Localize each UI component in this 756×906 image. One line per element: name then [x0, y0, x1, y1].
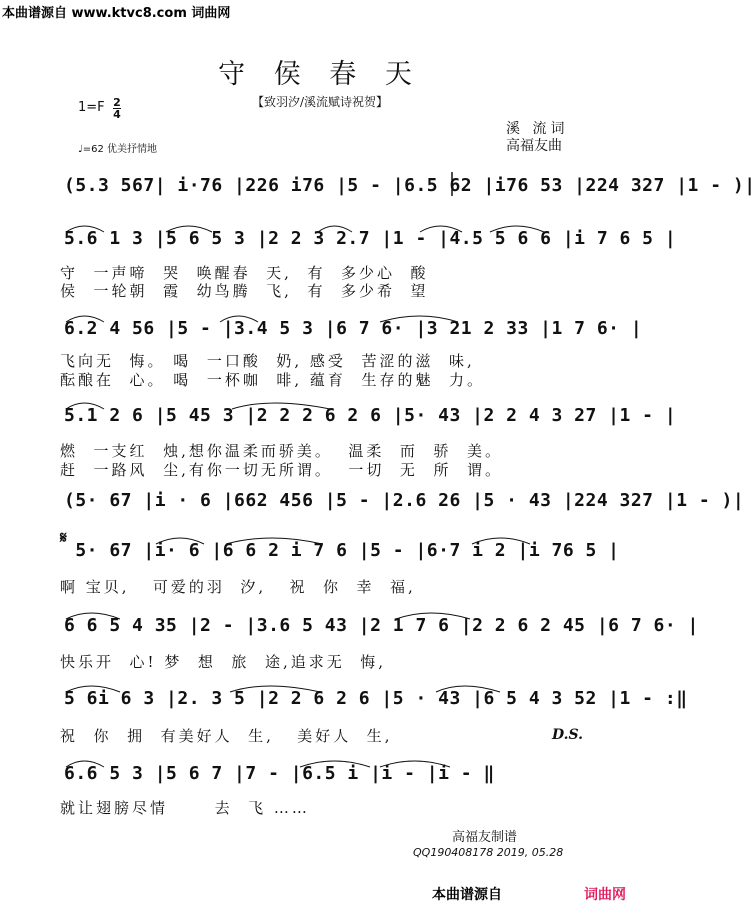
footer-site-label[interactable]: 词曲网	[584, 887, 626, 903]
time-signature-bottom: 4	[113, 108, 121, 121]
notation-line-4: 5.1 2 6 |5 45 3 |2 2 2 6 2 6 |5· 43 |2 2 4 3 27 |1 - |	[64, 405, 677, 426]
lyric-line-1: 守 一声啼 哭 唤醒春 天, 有 多少心 酸	[60, 264, 429, 282]
lyric-line-8: 快乐开 心! 梦 想 旅 途,追求无 悔,	[60, 653, 387, 671]
watermark-header: 本曲谱源自 www.ktvc8.com 词曲网	[2, 6, 231, 21]
lyricist: 溪 流词	[506, 121, 569, 137]
time-signature-top: 2	[113, 96, 121, 109]
lyric-line-7: 啊 宝贝, 可爱的羽 汐, 祝 你 幸 福,	[60, 578, 416, 596]
composer: 高福友曲	[506, 138, 562, 154]
key-signature: 1=F	[78, 100, 105, 115]
notation-line-8: 5 6i 6 3 |2. 3 5 |2 2 6 2 6 |5 · 43 |6 5 4 3 52 |1 - :‖	[64, 688, 688, 709]
notation-line-7: 6 6 5 4 35 |2 - |3.6 5 43 |2 1 7 6 |2 2 6 2 45 |6 7 6· |	[64, 615, 699, 636]
notation-line-1: (5.3 567| i·76 |226 i76 |5 - |6.5 62 |i76 53 |224 327 |1 - )|	[64, 175, 756, 196]
lyric-line-10: 就让翅膀尽情 去 飞 ……	[60, 799, 310, 817]
notation-line-3: 6.2 4 56 |5 - |3.4 5 3 |6 7 6· |3 21 2 33 |1 7 6· |	[64, 318, 643, 339]
contact-credit: QQ190408178 2019, 05.28	[413, 846, 564, 859]
lyric-line-3: 飞向无 悔。 喝 一口酸 奶, 感受 苦涩的滋 味,	[60, 352, 475, 370]
notation-line-5: (5· 67 |i · 6 |662 456 |5 - |2.6 26 |5 · 43 |224 327 |1 - )|	[64, 490, 745, 511]
footer-source-label: 本曲谱源自	[432, 887, 502, 903]
notation-line-2: 5.6 1 3 |5 6 5 3 |2 2 3 2.7 |1 - |4.5 5 6 6 |i 7 6 5 |	[64, 228, 677, 249]
da-segno-mark: D.S.	[552, 727, 584, 743]
lyric-line-2: 侯 一轮朝 霞 幼鸟腾 飞, 有 多少希 望	[60, 282, 429, 300]
lyric-line-5: 燃 一支红 烛,想你温柔而骄美。 温柔 而 骄 美。	[60, 442, 503, 460]
arranger-credit: 高福友制谱	[452, 830, 518, 845]
lyric-line-4: 酝酿在 心。 喝 一杯咖 啡, 蕴育 生存的魅 力。	[60, 371, 485, 389]
song-title: 守 侯 春 天	[218, 59, 422, 90]
notation-line-9: 6.6 5 3 |5 6 7 |7 - |6.5 i |i - |i - ‖	[64, 763, 495, 784]
lyric-line-6: 赶 一路风 尘,有你一切无所谓。 一切 无 所 谓。	[60, 461, 503, 479]
notation-line-6: 5· 67 |i· 6 |6 6 2 i 7 6 |5 - |6·7 i 2 |i 76 5 |	[64, 540, 620, 561]
segno-sign: 𝄋	[60, 528, 67, 547]
lyric-line-9: 祝 你 拥 有美好人 生, 美好人 生,	[60, 727, 393, 745]
tempo-marking: ♩=62 优美抒情地	[78, 144, 157, 155]
dedication: 【致羽汐/溪流赋诗祝贺】	[251, 95, 389, 109]
